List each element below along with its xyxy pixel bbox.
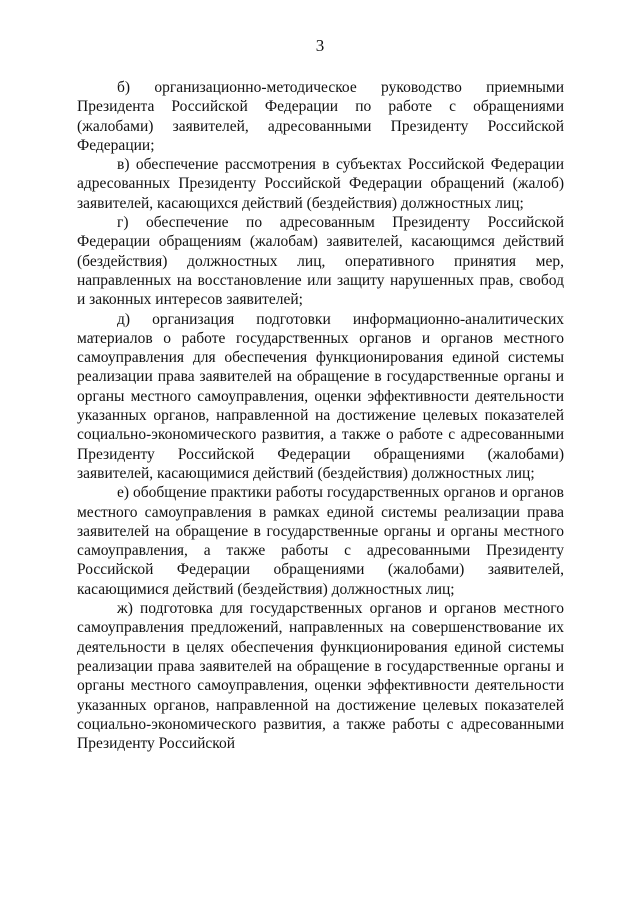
- page-number: 3: [315, 36, 325, 55]
- paragraph-g: г) обеспечение по адресованным Президенту Российской Федерации обращениям (жалобам) заявителей, касающимся действий (бездействия) должностных лиц, оперативного принятия мер, направленных на восстановление или защиту нарушенных прав, свобод и законных интересов заявителей;: [77, 214, 564, 309]
- paragraph-b: б) организационно-методическое руководство приемными Президента Российской Федерации по работе с обращениями (жалобами) заявителей, адресованными Президенту Российской Федерации;: [77, 79, 564, 154]
- paragraph-e: е) обобщение практики работы государственных органов и органов местного самоуправления в рамках единой системы реализации права заявителей на обращение в государственные органы и органы местного самоуправления, а также работы с адресованными Президенту Российской Федерации обращениями (жалобами) заявителей, касающимися действий (бездействия) должностных лиц;: [77, 484, 564, 598]
- document-body: [77, 78, 564, 753]
- paragraph-v: в) обеспечение рассмотрения в субъектах Российской Федерации адресованных Президенту Российской Федерации обращений (жалоб) заявителей, касающихся действий (бездействия) должностных лиц;: [77, 156, 564, 212]
- paragraph-d: д) организация подготовки информационно-аналитических материалов о работе государственных органов и органов местного самоуправления для обеспечения функционирования единой системы реализации права заявителей на обращение в государственные органы и органы местного самоуправления, оценки эффективности деятельности указанных органов, направленной на достижение целевых показателей социально-экономического развития, а также о работе с адресованными Президенту Российской Федерации обращениями (жалобами) заявителей, касающимися действий (бездействия) должностных лиц;: [77, 310, 564, 482]
- paragraph-zh: ж) подготовка для государственных органов и органов местного самоуправления предложений, направленных на совершенствование их деятельности в целях обеспечения функционирования единой системы реализации права заявителей на обращение в государственные органы и органы местного самоуправления, оценки эффективности деятельности указанных органов, направленной на достижение целевых показателей социально-экономического развития, а также работы с адресованными Президенту Российской: [77, 600, 564, 753]
